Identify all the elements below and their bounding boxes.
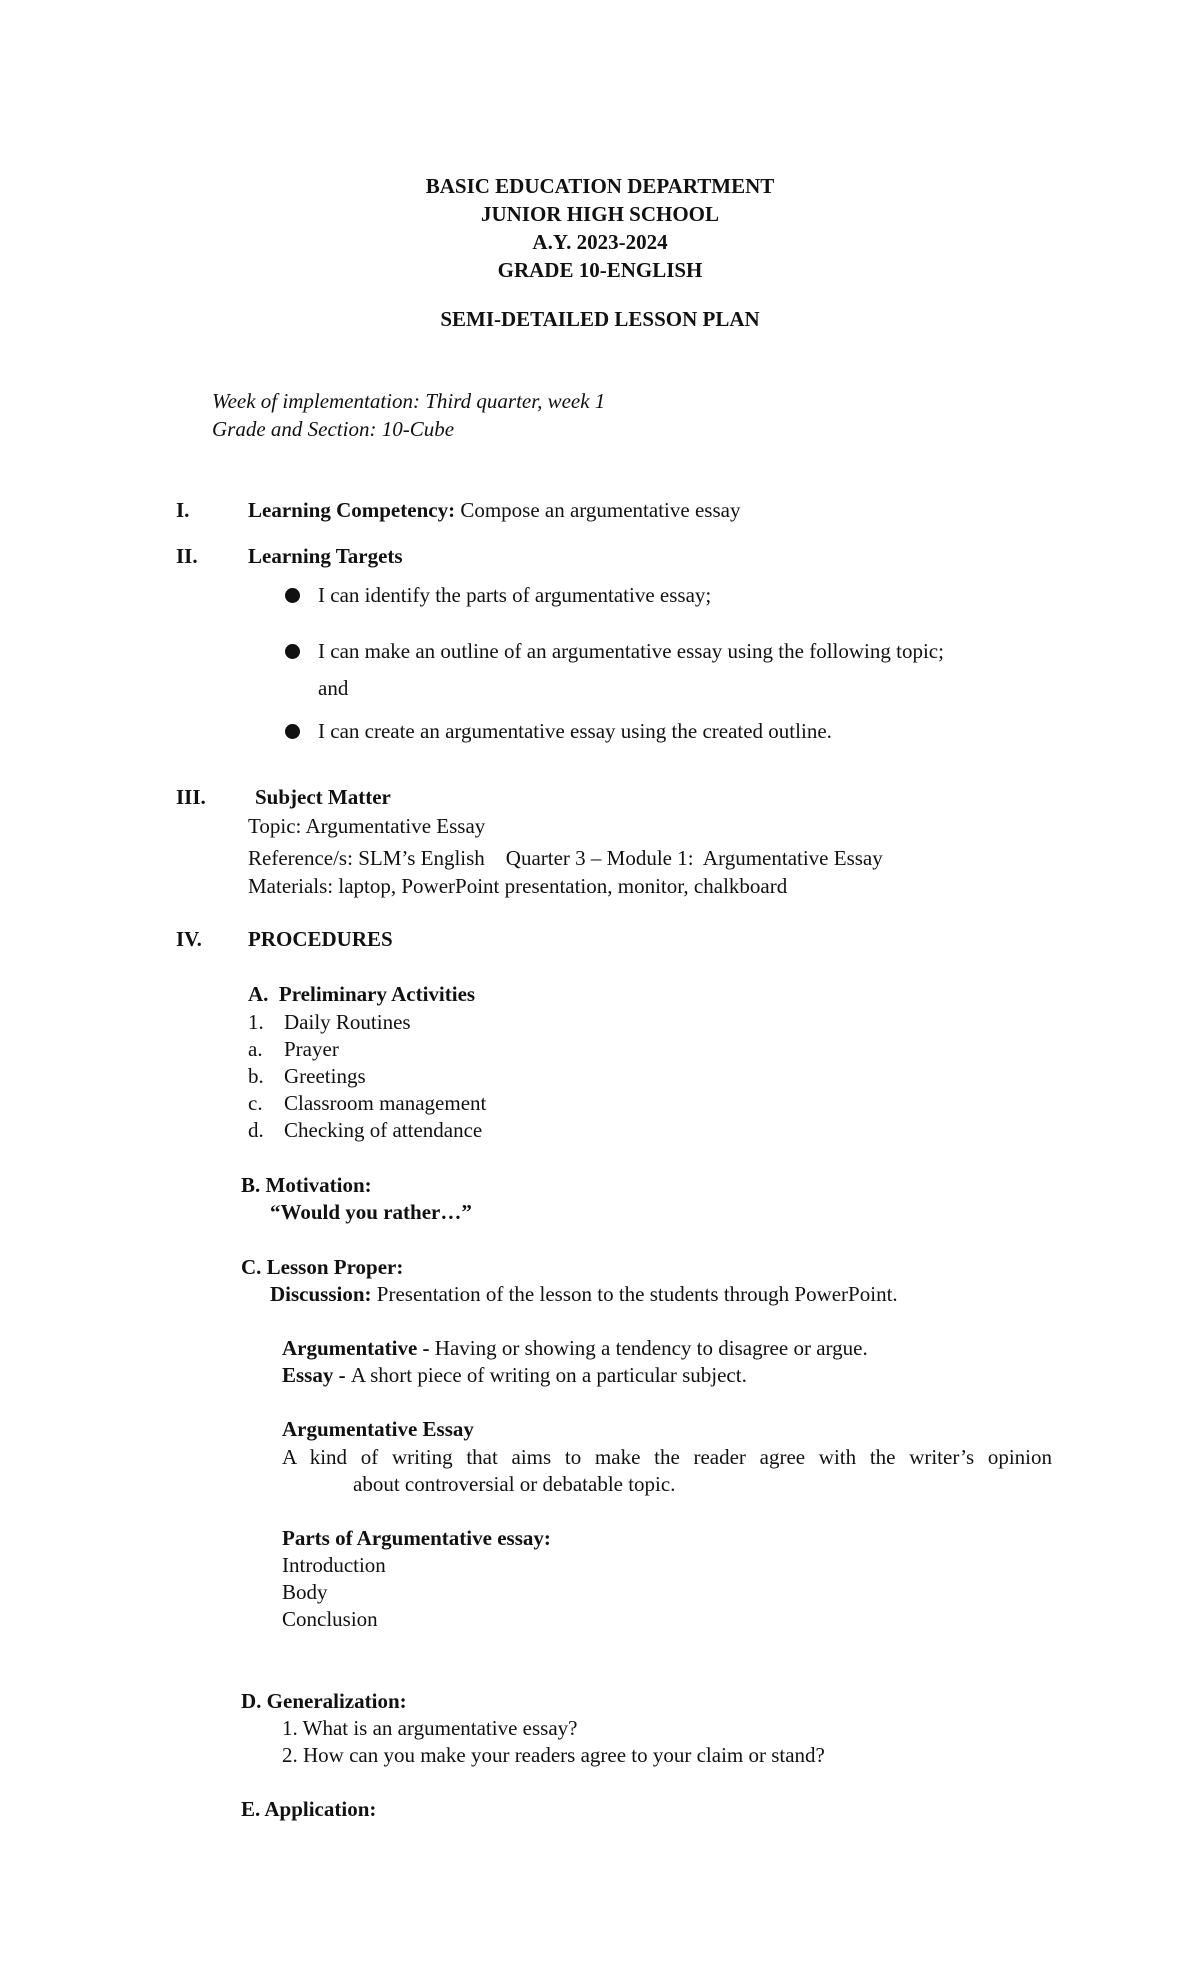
subject-topic: Topic: Argumentative Essay (248, 814, 486, 838)
section-4-number: IV. (176, 927, 202, 951)
list-marker: b. (248, 1064, 264, 1088)
list-marker: c. (248, 1091, 263, 1115)
definition-text: Having or showing a tendency to disagree or argue. (434, 1336, 868, 1360)
list-item (248, 1090, 486, 1117)
generalization-heading: D. Generalization: (241, 1689, 407, 1713)
lesson-proper-heading: C. Lesson Proper: (241, 1255, 404, 1279)
learning-competency-label: Learning Competency: (248, 498, 456, 522)
part-item: Conclusion (282, 1607, 378, 1631)
learning-targets-heading: Learning Targets (248, 544, 403, 568)
list-item-text: Daily Routines (284, 1010, 411, 1034)
learning-target-2-continued: and (318, 676, 349, 700)
preliminary-activities-heading: A. Preliminary Activities (248, 982, 476, 1006)
list-item (248, 1117, 482, 1144)
definition-essay (282, 1362, 747, 1389)
discussion-label: Discussion: (270, 1282, 372, 1306)
bullet-icon (285, 644, 300, 659)
document-header (0, 172, 1200, 284)
learning-competency-text: Compose an argumentative essay (455, 498, 741, 522)
header-department: BASIC EDUCATION DEPARTMENT (425, 174, 775, 198)
learning-target-3: I can create an argumentative essay using the created outline. (318, 719, 832, 743)
list-item (248, 1036, 339, 1063)
list-marker: a. (248, 1037, 263, 1061)
header-school: JUNIOR HIGH SCHOOL (480, 202, 720, 226)
definition-term: Argumentative - (282, 1336, 435, 1360)
list-item-text: Checking of attendance (284, 1118, 483, 1142)
definition-text: A short piece of writing on a particular subject. (350, 1363, 747, 1387)
list-marker: 1. (248, 1010, 264, 1034)
subject-matter-heading: Subject Matter (255, 785, 391, 809)
part-item: Introduction (282, 1553, 386, 1577)
grade-and-section: Grade and Section: 10-Cube (212, 417, 455, 441)
bullet-icon (285, 724, 300, 739)
section-3-number: III. (176, 785, 206, 809)
argumentative-essay-definition-continued: about controversial or debatable topic. (353, 1472, 676, 1496)
document-title: SEMI-DETAILED LESSON PLAN (440, 307, 760, 331)
discussion-text: Presentation of the lesson to the students through PowerPoint. (371, 1282, 898, 1306)
bullet-icon (285, 588, 300, 603)
list-marker: d. (248, 1118, 264, 1142)
list-item-text: Classroom management (284, 1091, 487, 1115)
part-item: Body (282, 1580, 328, 1604)
argumentative-essay-definition: A kind of writing that aims to make the reader agree with the writer’s opinion (282, 1445, 1052, 1469)
generalization-question-2: 2. How can you make your readers agree to your claim or stand? (282, 1743, 825, 1767)
list-item-text: Prayer (284, 1037, 339, 1061)
list-item (248, 1063, 366, 1090)
generalization-question-1: 1. What is an argumentative essay? (282, 1716, 578, 1740)
section-1-number: I. (176, 498, 190, 522)
argumentative-essay-heading: Argumentative Essay (282, 1417, 474, 1441)
header-academic-year: A.Y. 2023-2024 (532, 230, 668, 254)
subject-reference: Reference/s: SLM’s English Quarter 3 – Module 1: Argumentative Essay (248, 846, 883, 870)
motivation-text: “Would you rather…” (270, 1200, 472, 1224)
list-item (248, 1009, 411, 1036)
motivation-heading: B. Motivation: (241, 1173, 372, 1197)
definition-term: Essay - (282, 1363, 351, 1387)
learning-target-1: I can identify the parts of argumentative essay; (318, 583, 712, 607)
definition-argumentative (282, 1335, 868, 1362)
parts-heading: Parts of Argumentative essay: (282, 1526, 551, 1550)
subject-materials: Materials: laptop, PowerPoint presentation, monitor, chalkboard (248, 874, 788, 898)
week-of-implementation: Week of implementation: Third quarter, week 1 (212, 389, 606, 413)
section-2-number: II. (176, 544, 198, 568)
procedures-heading: PROCEDURES (248, 927, 393, 951)
learning-target-2: I can make an outline of an argumentative essay using the following topic; (318, 639, 944, 663)
learning-competency (248, 497, 740, 524)
discussion (270, 1281, 898, 1308)
header-grade-subject: GRADE 10-ENGLISH (497, 258, 703, 282)
application-heading: E. Application: (241, 1797, 377, 1821)
list-item-text: Greetings (284, 1064, 366, 1088)
